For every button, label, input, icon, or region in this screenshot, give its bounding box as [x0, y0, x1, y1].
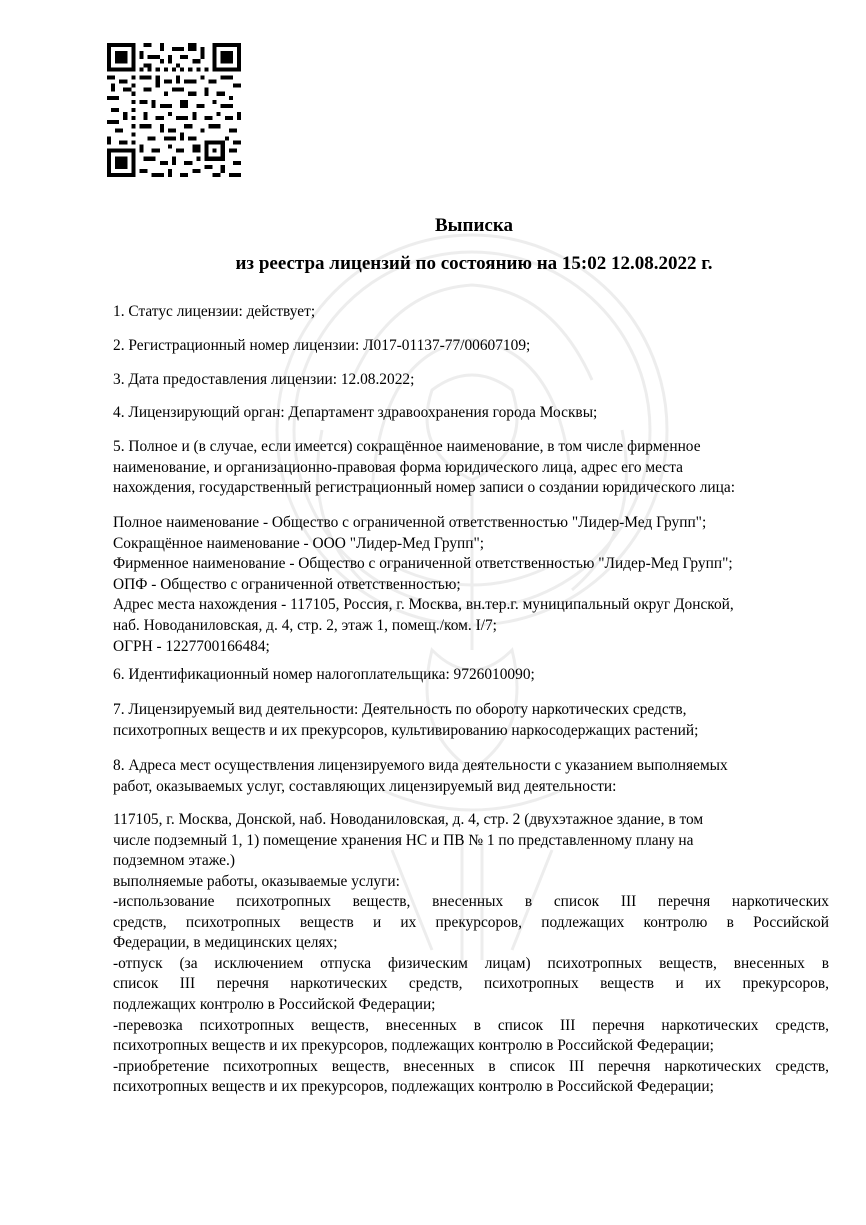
text-line: подземном этаже.) [113, 852, 235, 870]
item-inn: 6. Идентификационный номер налогоплательщика: 9726010090; [113, 666, 535, 683]
text-line: подлежащих контролю в Российской Федерации; [113, 995, 436, 1013]
text-line: наименование, и организационно-правовая форма юридического лица, адрес его места [113, 458, 683, 476]
text-line: -перевозка психотропных веществ, внесенных в список III перечня наркотических средств, [113, 1016, 829, 1034]
full-name-line: Полное наименование - Общество с ограниченной ответственностью "Лидер-Мед Групп"; [113, 514, 707, 531]
activity-address [113, 810, 829, 892]
text-line: -отпуск (за исключением отпуска физическим лицам) психотропных веществ, внесенных в [113, 954, 829, 972]
organization-details [113, 513, 829, 657]
document-title: Выписка [435, 215, 513, 236]
text-line: средств, психотропных веществ и их прекурсоров, подлежащих контролю в Российской [113, 913, 829, 931]
item-status: 1. Статус лицензии: действует; [113, 303, 316, 320]
item-5-heading [113, 437, 829, 499]
item-reg-number: 2. Регистрационный номер лицензии: Л017-01137-77/00607109; [113, 337, 531, 354]
item-8-heading [113, 756, 829, 797]
service-item [113, 1057, 829, 1098]
opf-line: ОПФ - Общество с ограниченной ответственностью; [113, 575, 461, 593]
text-line: психотропных веществ и их прекурсоров, культивированию наркосодержащих растений; [113, 721, 699, 739]
text-line: психотропных веществ и их прекурсоров, подлежащих контролю в Российской Федерации; [113, 1037, 714, 1055]
address-line: Адрес места нахождения - 117105, Россия, г. Москва, вн.тер.г. муниципальный округ Донской, [113, 596, 734, 614]
qr-code [107, 43, 241, 177]
text-line: 7. Лицензируемый вид деятельности: Деятельность по обороту наркотических средств, [113, 701, 687, 718]
services-heading: выполняемые работы, оказываемые услуги: [113, 872, 400, 890]
text-line: -использование психотропных веществ, внесенных в список III перечня наркотических [113, 893, 829, 910]
ogrn-line: ОГРН - 1227700166484; [113, 637, 270, 655]
item-authority: 4. Лицензирующий орган: Департамент здравоохранения города Москвы; [113, 404, 598, 421]
text-line: 5. Полное и (в случае, если имеется) сокращённое наименование, в том числе фирменное [113, 438, 701, 455]
service-item [113, 1016, 829, 1057]
text-line: психотропных веществ и их прекурсоров, подлежащих контролю в Российской Федерации; [113, 1078, 714, 1096]
firm-name-line: Фирменное наименование - Общество с ограниченной ответственностью "Лидер-Мед Групп"; [113, 555, 733, 573]
item-date: 3. Дата предоставления лицензии: 12.08.2022; [113, 371, 415, 388]
document-subtitle: из реестра лицензий по состоянию на 15:02 12.08.2022 г. [235, 253, 713, 274]
text-line: работ, оказываемых услуг, составляющих лицензируемый вид деятельности: [113, 777, 617, 795]
address-line-2: наб. Новоданиловская, д. 4, стр. 2, этаж 1, помещ./ком. I/7; [113, 616, 497, 634]
item-activity [113, 700, 829, 741]
text-line: 117105, г. Москва, Донской, наб. Новоданиловская, д. 4, стр. 2 (двухэтажное здание, в том [113, 811, 704, 828]
text-line: список III перечня наркотических средств, психотропных веществ и их прекурсоров, [113, 975, 829, 993]
text-line: нахождения, государственный регистрационный номер записи о создании юридического лица: [113, 479, 735, 497]
service-item [113, 892, 829, 954]
services-list [113, 892, 829, 1098]
text-line: 8. Адреса мест осуществления лицензируемого вида деятельности с указанием выполняемых [113, 757, 728, 774]
short-name-line: Сокращённое наименование - ООО "Лидер-Мед Групп"; [113, 534, 485, 552]
text-line: Федерации, в медицинских целях; [113, 934, 338, 952]
text-line: -приобретение психотропных веществ, внесенных в список III перечня наркотических средств, [113, 1057, 829, 1075]
text-line: числе подземный 1, 1) помещение хранения НС и ПВ № 1 по представленному плану на [113, 831, 694, 849]
service-item [113, 954, 829, 1016]
